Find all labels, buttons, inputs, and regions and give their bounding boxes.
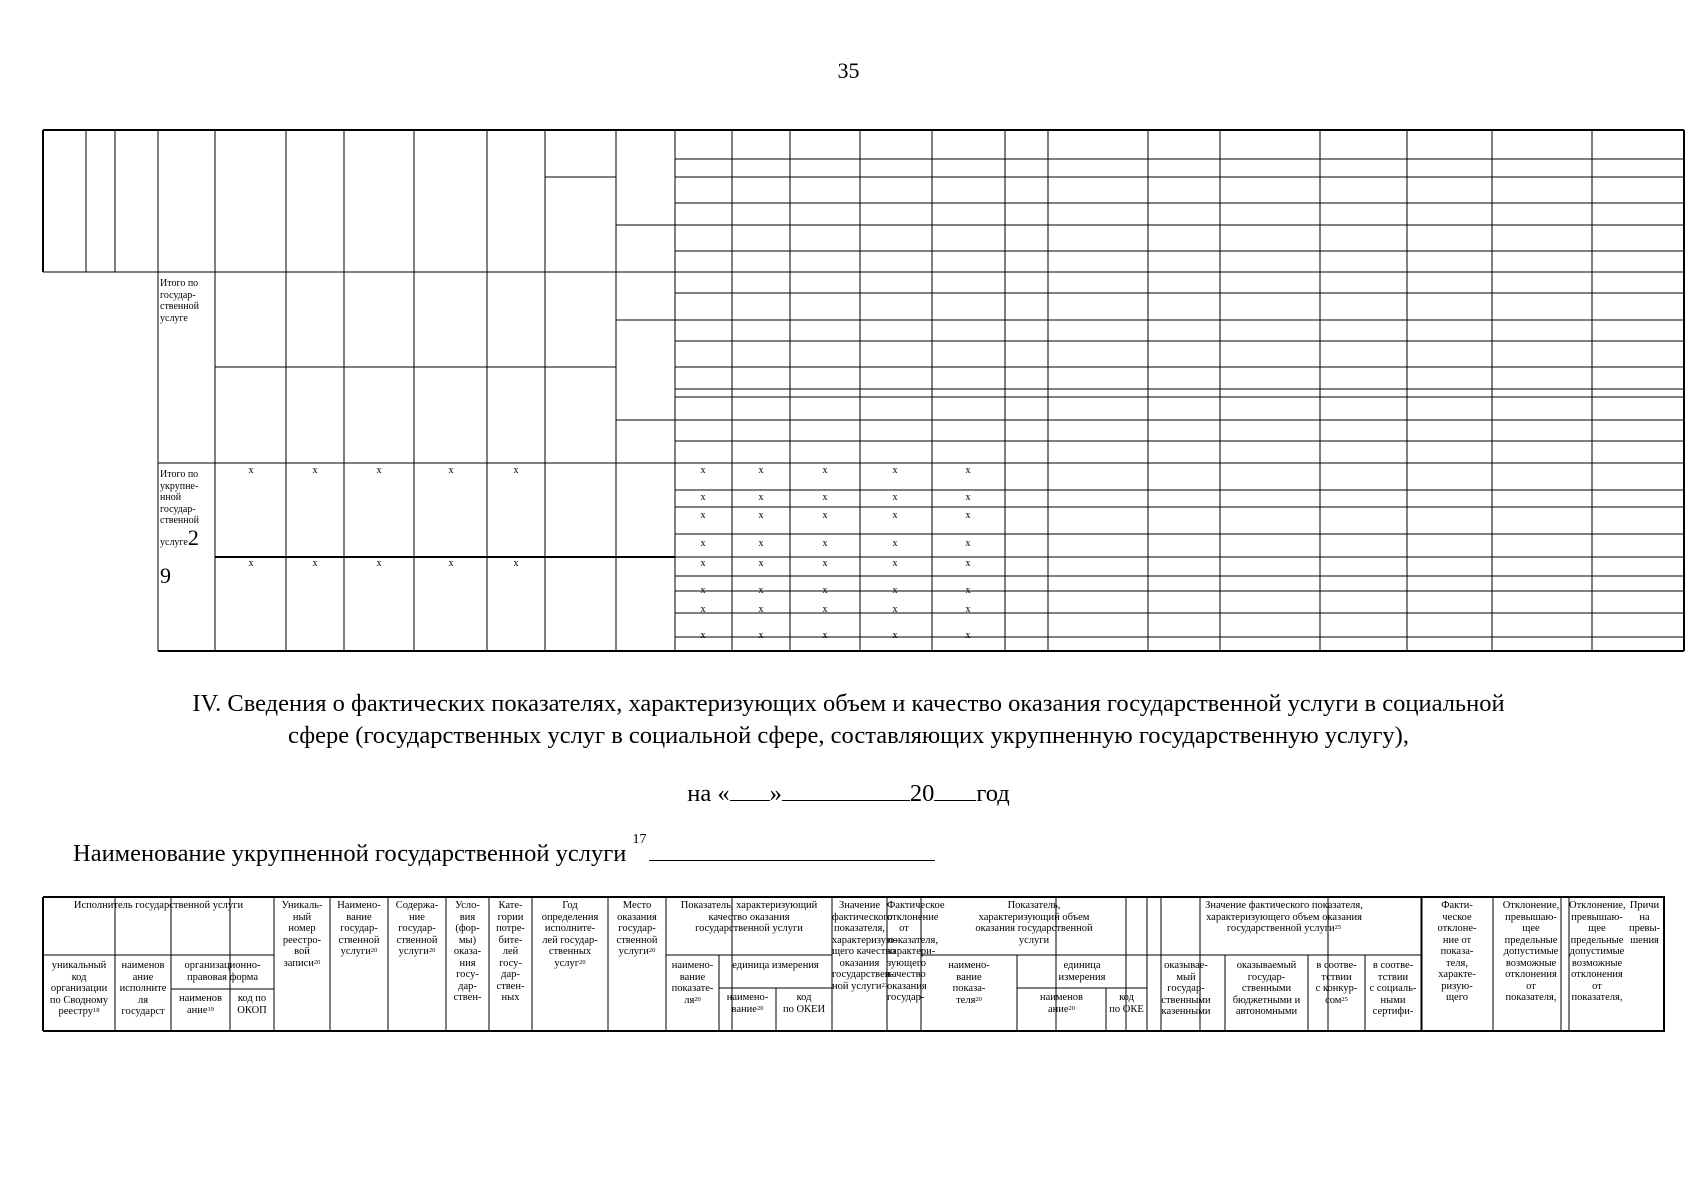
header-line: ный xyxy=(292,911,312,923)
header-line: казенными xyxy=(1161,1006,1211,1017)
footnote-marker: 20 xyxy=(428,947,436,954)
header-vi-name xyxy=(921,960,1017,1006)
date-prefix: на « xyxy=(687,780,730,807)
header-vi-okei xyxy=(1106,992,1147,1015)
header-line: Отклонение, xyxy=(1569,900,1626,911)
header-av-contest xyxy=(1308,960,1365,1006)
header-line: ственными xyxy=(1241,983,1292,994)
header-line: потре- xyxy=(496,923,525,934)
header-line: отклонения xyxy=(1505,969,1557,980)
header-line: показа- xyxy=(952,983,986,994)
header-line: на xyxy=(1639,911,1650,923)
header-line: с социаль- xyxy=(1369,983,1417,994)
header-line: ными xyxy=(1380,994,1406,1006)
x-mark: x xyxy=(700,604,706,615)
date-year-blank[interactable] xyxy=(934,778,976,801)
header-line: по ОКЕ xyxy=(1109,1003,1144,1015)
header-line: оказа- xyxy=(453,946,482,957)
x-mark: x xyxy=(758,510,764,521)
header-quality-indicator xyxy=(666,900,832,935)
x-mark: x xyxy=(758,630,764,641)
header-exec-name xyxy=(115,960,171,1018)
header-line: Усло- xyxy=(455,900,480,911)
header-line: реестро- xyxy=(282,934,322,946)
header-line: государ- xyxy=(398,923,436,934)
header-qi-name xyxy=(666,960,719,1006)
header-line: показателя, xyxy=(887,934,938,946)
header-line: Место xyxy=(622,900,652,911)
service-name-label: Наименование укрупненной государственной услуги xyxy=(73,840,627,867)
header-line: дар- xyxy=(501,969,520,980)
header-line: наименов xyxy=(121,960,165,971)
x-mark: x xyxy=(448,465,454,476)
header-line: тствии xyxy=(1377,971,1409,983)
x-mark: x xyxy=(758,585,764,596)
header-place xyxy=(608,900,666,958)
header-line: от xyxy=(1592,980,1602,992)
header-line: государ- xyxy=(340,923,378,934)
header-line: фактического xyxy=(832,911,893,923)
header-line: Факти- xyxy=(1441,900,1473,911)
header-line: государ- xyxy=(887,992,925,1003)
header-line: наимено- xyxy=(726,992,769,1003)
header-line: теля, xyxy=(1446,957,1468,969)
header-line: вой xyxy=(294,946,310,957)
x-mark: x xyxy=(312,558,318,569)
x-mark: x xyxy=(822,585,828,596)
header-line: ния xyxy=(459,957,476,969)
header-line: допустимые xyxy=(1503,946,1559,957)
header-line: оказания xyxy=(617,911,657,923)
header-line: мый xyxy=(1176,971,1196,983)
header-av-cert xyxy=(1365,960,1421,1018)
x-mark: x xyxy=(700,465,706,476)
header-line: код xyxy=(796,992,812,1003)
header-line: вание xyxy=(956,971,982,983)
header-line: услуги xyxy=(340,946,371,957)
header-line: код xyxy=(71,971,87,983)
header-line: превы- xyxy=(1628,923,1661,934)
header-line: правовая форма xyxy=(187,971,258,983)
header-line: Значение фактического показателя, xyxy=(1205,900,1363,911)
header-line: оказываемый xyxy=(1236,960,1297,971)
header-line: Наимено- xyxy=(337,900,381,911)
header-line: вание xyxy=(731,1003,757,1015)
header-line: ОКОП xyxy=(237,1004,267,1016)
x-mark: x xyxy=(700,492,706,503)
header-line: государст xyxy=(121,1006,165,1017)
header-reason xyxy=(1625,900,1664,946)
header-line: щего xyxy=(1445,992,1469,1003)
x-mark: x xyxy=(758,604,764,615)
header-line: гории xyxy=(497,911,524,923)
footnote-29-a: 2 xyxy=(187,524,199,550)
date-day-blank[interactable] xyxy=(730,778,770,801)
x-mark: x xyxy=(965,492,971,503)
x-mark: x xyxy=(758,492,764,503)
x-mark: x xyxy=(700,585,706,596)
header-line: с конкур- xyxy=(1315,983,1358,994)
total-service-label: Итого по государ- ственной услуге xyxy=(160,278,199,324)
header-line: бите- xyxy=(498,934,523,946)
x-mark: x xyxy=(700,538,706,549)
x-mark: x xyxy=(822,558,828,569)
x-mark: x xyxy=(312,465,318,476)
header-line: Показатель, xyxy=(1007,900,1061,911)
header-line: ственной xyxy=(616,934,658,946)
header-service-content xyxy=(388,900,446,958)
header-line: реестру xyxy=(58,1006,94,1017)
header-line: государствен- xyxy=(832,969,894,980)
header-line: от xyxy=(899,923,909,934)
header-qi-okei xyxy=(776,992,832,1015)
header-line: отклонение xyxy=(887,911,939,923)
header-line: Исполнитель государственной услуги xyxy=(73,900,244,911)
x-mark: x xyxy=(892,630,898,641)
header-actual-volume-value xyxy=(1147,900,1421,935)
x-mark: x xyxy=(448,558,454,569)
x-mark: x xyxy=(248,558,254,569)
header-line: ля xyxy=(137,994,149,1006)
header-line: предельные xyxy=(1504,934,1558,946)
x-mark: x xyxy=(892,585,898,596)
header-line: ание xyxy=(132,971,154,983)
total-enlarged-line-3: нной xyxy=(160,492,182,503)
header-line: мы) xyxy=(458,934,477,946)
header-qi-unit xyxy=(719,960,832,972)
header-line: по Сводному xyxy=(49,994,109,1006)
x-mark: x xyxy=(892,465,898,476)
header-org-form-name xyxy=(171,993,230,1016)
header-line: в соотве- xyxy=(1316,960,1357,971)
header-line: отклоне- xyxy=(1437,923,1477,934)
header-line: автономными xyxy=(1235,1006,1298,1017)
total-enlarged-line-5: ственной xyxy=(160,515,199,526)
footnote-marker: 20 xyxy=(694,995,701,1003)
header-av-state xyxy=(1147,960,1225,1018)
header-line: единица измерения xyxy=(732,960,819,971)
footnote-marker: 20 xyxy=(313,958,321,966)
header-line: ствен- xyxy=(496,980,525,992)
header-line: превышаю- xyxy=(1571,911,1623,923)
header-deviation-exceed2 xyxy=(1569,900,1625,1004)
x-mark: x xyxy=(965,630,971,641)
header-line: ние xyxy=(409,911,425,923)
header-line: Значение xyxy=(839,900,880,911)
header-line: предельные xyxy=(1570,934,1624,946)
header-year-of-determination xyxy=(532,900,608,969)
header-line: бюджетными и xyxy=(1232,994,1301,1006)
header-line: Кате- xyxy=(498,900,523,911)
footnote-marker: 20 xyxy=(756,1004,764,1012)
header-av-budget xyxy=(1225,960,1308,1018)
x-mark: x xyxy=(822,510,828,521)
header-line: ственными xyxy=(1161,994,1211,1006)
section-title-line-1: IV. Сведения о фактических показателях, характеризующих объем и качество оказания государственной услуги в социальной xyxy=(192,690,1505,717)
x-mark: x xyxy=(892,604,898,615)
service-name-blank[interactable] xyxy=(649,836,935,861)
header-line: ческое xyxy=(1442,911,1472,923)
header-line: измерения xyxy=(1058,971,1106,983)
total-enlarged-line-2: укрупне- xyxy=(160,480,199,492)
header-line: ание xyxy=(1047,1003,1069,1015)
header-line: показате- xyxy=(671,983,714,994)
header-line: сертифи- xyxy=(1372,1006,1414,1017)
header-line: качество оказания xyxy=(708,911,790,923)
header-line: услуги xyxy=(618,946,649,957)
date-year-prefix: 20 xyxy=(909,780,935,807)
header-line: исполните xyxy=(119,983,167,994)
x-mark: x xyxy=(700,630,706,641)
header-line: ание xyxy=(186,1004,208,1016)
header-actual-deviation2 xyxy=(1421,900,1493,1004)
header-line: услуги xyxy=(1018,934,1050,946)
header-line: оказания xyxy=(887,980,927,992)
header-line: наимено- xyxy=(948,960,990,971)
date-mid: » xyxy=(769,780,782,807)
total-enlarged-line-1: Итого по xyxy=(160,469,199,480)
x-mark: x xyxy=(965,585,971,596)
header-line: ризую- xyxy=(1441,980,1473,992)
header-line: тствии xyxy=(1321,971,1352,983)
x-mark: x xyxy=(822,465,828,476)
header-line: характеризую- xyxy=(832,934,898,946)
header-org-form xyxy=(171,960,274,983)
header-line: (фор- xyxy=(455,923,480,934)
header-conditions xyxy=(446,900,489,1004)
header-line: государственной услуги xyxy=(695,923,803,934)
header-line: сом xyxy=(1325,994,1342,1006)
section-title-line-2: сфере (государственных услуг в социальной сфере, составляющих укрупненную государственную услугу), xyxy=(288,722,1409,749)
report-date-line xyxy=(0,778,1697,808)
x-mark: x xyxy=(965,538,971,549)
x-mark: x xyxy=(513,558,519,569)
footnote-29-b: 9 xyxy=(160,563,171,588)
header-okop-code xyxy=(230,993,274,1016)
header-line: допустимые xyxy=(1569,946,1625,957)
x-mark: x xyxy=(965,558,971,569)
header-line: в соотве- xyxy=(1372,960,1414,971)
header-line: оказывае- xyxy=(1164,960,1208,971)
header-line: Фактическое xyxy=(887,900,945,911)
x-mark: x xyxy=(758,558,764,569)
service-name-line xyxy=(73,832,935,868)
footnote-marker: 20 xyxy=(370,947,378,954)
footnote-marker: 19 xyxy=(207,1005,215,1013)
x-mark: x xyxy=(965,465,971,476)
header-line: отклонения xyxy=(1571,969,1623,980)
header-line: ственных xyxy=(548,946,592,957)
x-mark: x xyxy=(376,465,382,476)
header-actual-quality-value xyxy=(832,900,898,992)
header-line: качество xyxy=(887,969,926,980)
x-mark: x xyxy=(700,558,706,569)
x-mark: x xyxy=(758,538,764,549)
header-line: записи xyxy=(283,957,314,969)
header-line: дар- xyxy=(458,980,477,992)
header-line: возможные xyxy=(1505,957,1557,969)
x-mark: x xyxy=(758,465,764,476)
date-suffix: год xyxy=(976,780,1010,807)
header-consumer-category xyxy=(489,900,532,1004)
header-line: госу- xyxy=(499,957,522,969)
header-line: ных xyxy=(501,992,520,1003)
header-service-naming xyxy=(330,900,388,958)
header-line: оказания государственной xyxy=(975,923,1093,934)
header-line: государ- xyxy=(618,923,656,934)
header-line: Уникаль- xyxy=(281,900,323,911)
header-deviation-exceed1 xyxy=(1493,900,1569,1004)
header-line: показателя, xyxy=(834,923,885,934)
header-line: услуги xyxy=(398,946,429,957)
header-line: лей государ- xyxy=(542,934,598,946)
header-line: ние от xyxy=(1442,934,1472,946)
footnote-marker: 20 xyxy=(579,958,586,966)
section-title xyxy=(40,688,1657,752)
header-vi-unit-name xyxy=(1017,992,1106,1015)
header-line: организации xyxy=(50,983,108,994)
x-mark: x xyxy=(892,558,898,569)
header-line: наименов xyxy=(1039,992,1084,1003)
footnote-marker: 25 xyxy=(1341,995,1348,1003)
header-line: определения xyxy=(541,911,599,923)
header-line: ственной xyxy=(338,934,380,946)
header-line: показа- xyxy=(1440,946,1474,957)
header-line: исполните- xyxy=(544,923,596,934)
header-line: щее xyxy=(1522,923,1540,934)
x-mark: x xyxy=(822,538,828,549)
header-line: государственной услуги xyxy=(1226,923,1335,934)
header-vi-unit xyxy=(1017,960,1147,983)
page-number: 35 xyxy=(837,58,860,83)
x-mark: x xyxy=(892,538,898,549)
x-mark: x xyxy=(700,510,706,521)
total-enlarged-label xyxy=(160,469,216,549)
header-line: Содержа- xyxy=(395,900,439,911)
header-line: шения xyxy=(1630,934,1659,946)
x-mark: x xyxy=(965,604,971,615)
x-mark: x xyxy=(965,510,971,521)
header-line: ствен- xyxy=(453,992,482,1003)
total-enlarged-line-4: государ- xyxy=(160,503,196,515)
header-line: показателя, xyxy=(1505,992,1557,1003)
footnote-marker: 20 xyxy=(975,995,982,1003)
footnote-marker: 23 xyxy=(881,981,888,989)
header-line: наимено- xyxy=(671,960,714,971)
header-line: характеризующий объем xyxy=(978,911,1090,923)
x-mark: x xyxy=(822,604,828,615)
header-line: Год xyxy=(562,900,578,911)
header-unique-code xyxy=(43,960,115,1018)
header-unique-record xyxy=(274,900,330,969)
header-line: государ- xyxy=(1167,983,1205,994)
header-line: зующего xyxy=(887,957,927,969)
header-line: госу- xyxy=(456,969,479,980)
x-mark: x xyxy=(248,465,254,476)
x-mark: x xyxy=(376,558,382,569)
header-line: Показатель, характеризующий xyxy=(680,900,818,911)
header-line: ственной xyxy=(396,934,438,946)
x-mark: x xyxy=(513,465,519,476)
header-executor xyxy=(43,900,274,912)
header-line: наименов xyxy=(178,993,223,1004)
header-line: вание xyxy=(346,911,372,923)
header-line: теля xyxy=(956,994,976,1006)
x-mark: x xyxy=(892,492,898,503)
service-name-footnote: 17 xyxy=(632,832,647,847)
header-line: характе- xyxy=(1438,969,1476,980)
header-line: ной услуги xyxy=(832,980,882,992)
footnote-marker: 25 xyxy=(1334,924,1342,931)
header-line: код по xyxy=(237,993,267,1004)
header-line: уникальный xyxy=(51,960,107,971)
header-line: характеризующего объем оказания xyxy=(1206,911,1362,923)
header-line: услуг xyxy=(554,957,580,969)
header-line: ля xyxy=(684,994,695,1006)
header-line: код xyxy=(1119,992,1134,1003)
header-actual-deviation xyxy=(887,900,945,1004)
header-line: единица xyxy=(1063,960,1101,971)
x-mark: x xyxy=(822,630,828,641)
header-line: Причи xyxy=(1629,900,1660,911)
header-line: организационно- xyxy=(184,960,261,971)
x-mark: x xyxy=(822,492,828,503)
header-line: щее xyxy=(1588,923,1606,934)
header-line: лей xyxy=(502,946,519,957)
footnote-marker: 18 xyxy=(93,1007,100,1014)
header-line: щего качество xyxy=(832,946,896,957)
header-line: по ОКЕИ xyxy=(782,1003,826,1015)
x-mark: x xyxy=(892,510,898,521)
total-enlarged-line-6: услуге xyxy=(160,536,188,548)
header-line: Отклонение, xyxy=(1502,900,1560,911)
header-line: показателя, xyxy=(1571,992,1623,1003)
header-line: вание xyxy=(679,971,706,983)
header-qi-unit-name xyxy=(719,992,776,1015)
header-line: номер xyxy=(288,923,316,934)
header-volume-indicator xyxy=(921,900,1147,946)
header-line: от xyxy=(1526,980,1536,992)
header-line: оказания xyxy=(839,957,880,969)
header-line: характери- xyxy=(887,946,936,957)
date-month-blank[interactable] xyxy=(782,778,910,801)
header-line: возможные xyxy=(1571,957,1623,969)
header-line: государ- xyxy=(1247,971,1286,983)
header-line: вия xyxy=(459,911,476,923)
footnote-marker: 20 xyxy=(1068,1004,1076,1012)
footnote-marker: 20 xyxy=(648,947,656,954)
header-line: превышаю- xyxy=(1505,911,1557,923)
